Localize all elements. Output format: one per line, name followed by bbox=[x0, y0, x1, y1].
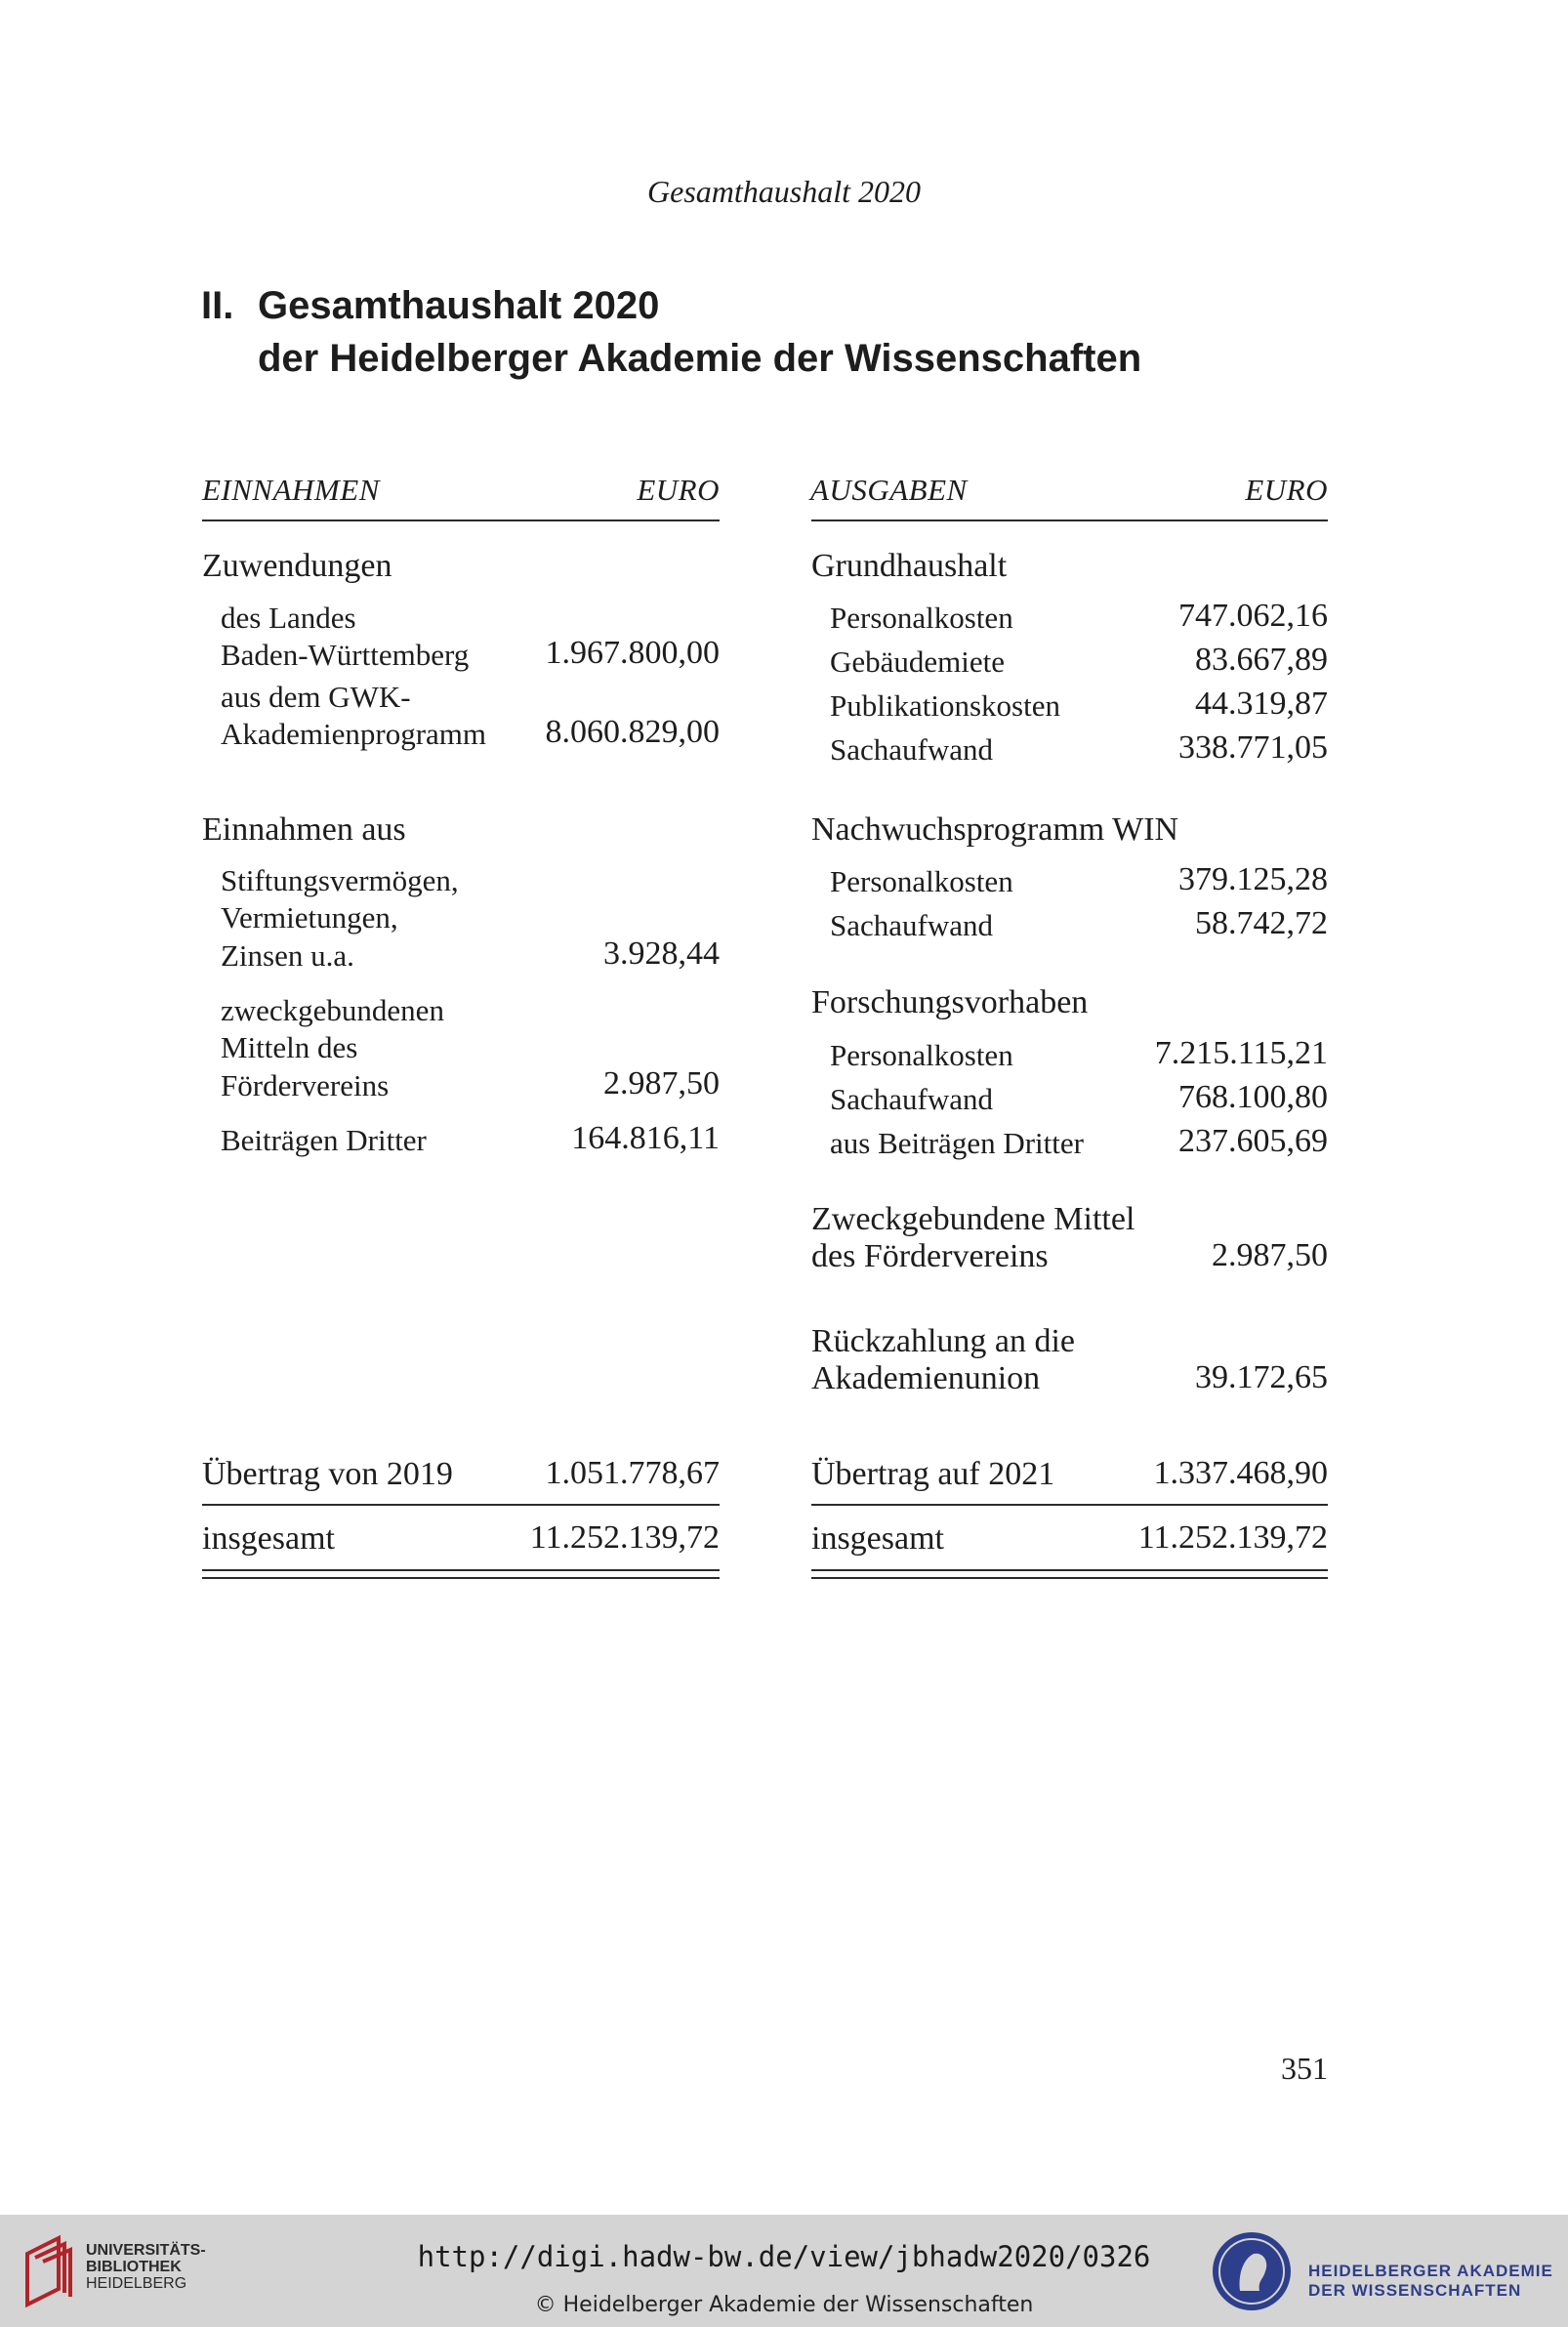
nachwuchs-row-value: 379.125,28 bbox=[1178, 861, 1328, 897]
page-number: 351 bbox=[1281, 2051, 1328, 2086]
ausgaben-header-rule bbox=[811, 519, 1328, 521]
grund-row-value: 83.667,89 bbox=[1195, 642, 1328, 678]
library-name-line3: HEIDELBERG bbox=[86, 2275, 187, 2292]
gwk-label-line1: aus dem GWK- bbox=[221, 680, 411, 714]
grund-row-label: Gebäudemiete bbox=[830, 644, 1006, 679]
copyright-text: © Heidelberger Akademie der Wissenschaften bbox=[534, 2293, 1034, 2317]
page-title-line1: Gesamthaushalt 2020 bbox=[258, 284, 660, 327]
beitraege-label: Beiträgen Dritter bbox=[221, 1123, 427, 1157]
grund-row-label: Personalkosten bbox=[830, 601, 1013, 635]
rueckzahlung-line1: Rückzahlung an die bbox=[811, 1323, 1076, 1359]
einnahmen-uebertrag-value: 1.051.778,67 bbox=[545, 1455, 720, 1491]
library-name-line1: UNIVERSITÄTS- bbox=[86, 2242, 206, 2259]
forschung-row-value: 7.215.115,21 bbox=[1154, 1035, 1328, 1071]
forschung-row-label: Sachaufwand bbox=[830, 1082, 993, 1116]
nachwuchs-heading: Nachwuchsprogramm WIN bbox=[811, 811, 1179, 848]
einnahmen-header-rule bbox=[202, 519, 720, 521]
grund-row-value: 44.319,87 bbox=[1195, 686, 1328, 722]
ausgaben-uebertrag-label: Übertrag auf 2021 bbox=[811, 1456, 1055, 1492]
nachwuchs-row-label: Sachaufwand bbox=[830, 908, 993, 942]
gwk-label-line2: Akademienprogramm bbox=[221, 717, 487, 751]
einnahmen-aus-heading: Einnahmen aus bbox=[202, 811, 406, 848]
ausgaben-total-label: insgesamt bbox=[811, 1520, 944, 1557]
ausgaben-double-rule-2 bbox=[811, 1577, 1328, 1579]
source-url-link[interactable]: http://digi.hadw-bw.de/view/jbhadw2020/0326 bbox=[417, 2240, 1151, 2273]
academy-seal-icon bbox=[1211, 2230, 1293, 2312]
einnahmen-double-rule-1 bbox=[202, 1569, 720, 1571]
nachwuchs-row-label: Personalkosten bbox=[830, 864, 1013, 898]
academy-name-line2: DER WISSENSCHAFTEN bbox=[1308, 2281, 1522, 2300]
academy-name-line1: HEIDELBERGER AKADEMIE bbox=[1308, 2262, 1553, 2280]
landes-label-line2: Baden-Württemberg bbox=[221, 638, 470, 672]
stiftung-label-line3: Zinsen u.a. bbox=[221, 938, 354, 973]
einnahmen-header: EINNAHMEN bbox=[202, 473, 380, 507]
forschung-row-label: aus Beiträgen Dritter bbox=[830, 1126, 1084, 1160]
landes-value: 1.967.800,00 bbox=[545, 635, 720, 671]
stiftung-label-line1: Stiftungsvermögen, bbox=[221, 863, 459, 897]
ausgaben-currency: EURO bbox=[1245, 473, 1328, 507]
rueckzahlung-value: 39.172,65 bbox=[1195, 1359, 1328, 1395]
einnahmen-total-value: 11.252.139,72 bbox=[529, 1519, 720, 1556]
ausgaben-double-rule-1 bbox=[811, 1569, 1328, 1571]
einnahmen-sum-rule bbox=[202, 1504, 720, 1506]
forschung-row-value: 237.605,69 bbox=[1178, 1123, 1328, 1159]
beitraege-value: 164.816,11 bbox=[571, 1120, 720, 1156]
footer-bar bbox=[0, 2215, 1568, 2327]
grund-row-value: 338.771,05 bbox=[1178, 729, 1328, 766]
grund-row-value: 747.062,16 bbox=[1178, 598, 1328, 634]
einnahmen-total-label: insgesamt bbox=[202, 1520, 335, 1557]
zweck-ausgaben-value: 2.987,50 bbox=[1212, 1237, 1328, 1273]
stiftung-label-line2: Vermietungen, bbox=[221, 900, 398, 935]
section-number: II. bbox=[201, 284, 234, 327]
academy-name bbox=[1308, 2262, 1553, 2301]
ausgaben-total-value: 11.252.139,72 bbox=[1137, 1519, 1328, 1556]
forschung-row-value: 768.100,80 bbox=[1178, 1079, 1328, 1115]
ausgaben-uebertrag-value: 1.337.468,90 bbox=[1153, 1455, 1328, 1491]
zuwendungen-heading: Zuwendungen bbox=[202, 548, 392, 584]
zweck-ausgaben-line2: des Fördervereins bbox=[811, 1238, 1049, 1274]
landes-label-line1: des Landes bbox=[221, 601, 356, 635]
forschung-heading: Forschungsvorhaben bbox=[811, 984, 1089, 1020]
zweck-value: 2.987,50 bbox=[603, 1065, 720, 1101]
einnahmen-currency: EURO bbox=[637, 473, 720, 507]
gwk-value: 8.060.829,00 bbox=[545, 714, 720, 750]
einnahmen-uebertrag-label: Übertrag von 2019 bbox=[202, 1456, 453, 1492]
einnahmen-double-rule-2 bbox=[202, 1577, 720, 1579]
zweck-ausgaben-line1: Zweckgebundene Mittel bbox=[811, 1201, 1135, 1237]
grundhaushalt-heading: Grundhaushalt bbox=[811, 548, 1008, 584]
library-name-line2: BIBLIOTHEK bbox=[86, 2259, 182, 2275]
running-head: Gesamthaushalt 2020 bbox=[647, 174, 921, 209]
page-title-line2: der Heidelberger Akademie der Wissenschaften bbox=[258, 337, 1142, 380]
zweck-label-line3: Fördervereins bbox=[221, 1068, 390, 1102]
nachwuchs-row-value: 58.742,72 bbox=[1195, 905, 1328, 941]
ausgaben-sum-rule bbox=[811, 1504, 1328, 1506]
grund-row-label: Publikationskosten bbox=[830, 688, 1060, 723]
grund-row-label: Sachaufwand bbox=[830, 732, 993, 767]
zweck-label-line1: zweckgebundenen bbox=[221, 993, 444, 1027]
ausgaben-header: AUSGABEN bbox=[810, 473, 968, 507]
rueckzahlung-line2: Akademienunion bbox=[811, 1360, 1041, 1396]
stiftung-value: 3.928,44 bbox=[603, 935, 720, 972]
zweck-label-line2: Mitteln des bbox=[221, 1030, 358, 1064]
forschung-row-label: Personalkosten bbox=[830, 1038, 1013, 1072]
